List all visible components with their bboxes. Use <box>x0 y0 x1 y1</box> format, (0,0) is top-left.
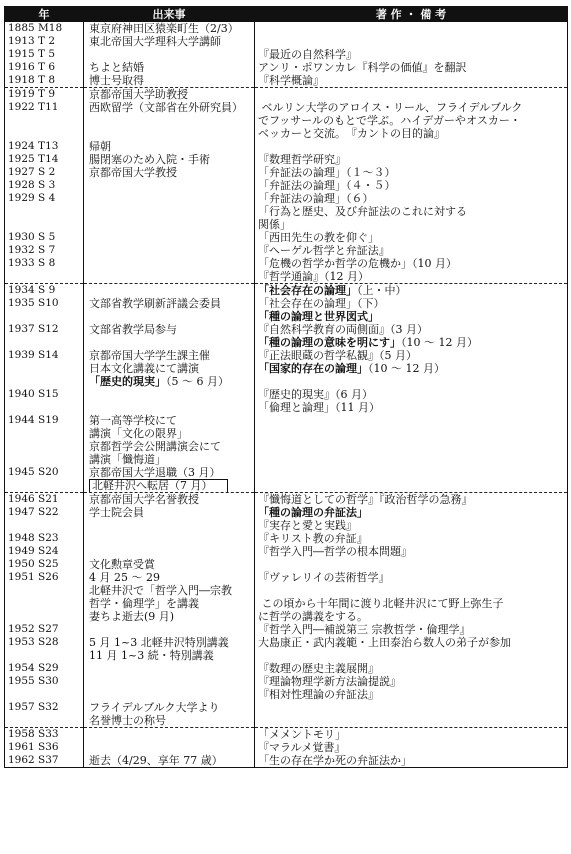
note-line: 「社会存在の論理」（下） <box>258 297 385 310</box>
note-cell <box>255 506 568 532</box>
table-row <box>5 728 568 742</box>
table-row <box>5 101 568 140</box>
table-row <box>5 22 568 36</box>
note-cell <box>255 101 568 140</box>
event-line: 文部省教学局参与 <box>89 323 177 336</box>
table-row <box>5 571 568 623</box>
note-line: でフッサールのもとで学ぶ。ハイデガーやオスカー・ <box>258 114 521 127</box>
year-cell: 1940 S15 <box>5 388 84 414</box>
note-cell <box>255 284 568 298</box>
note-cell <box>255 257 568 284</box>
event-cell <box>84 675 255 701</box>
event-line: 哲学・倫理学」を講義 <box>89 597 199 610</box>
event-cell <box>84 48 255 61</box>
note-cell <box>255 728 568 742</box>
event-line: 11 月 1~3 続・特別講義 <box>89 649 214 662</box>
year-cell: 1958 S33 <box>5 728 84 742</box>
event-line: 講演「懺悔道」 <box>89 453 166 466</box>
note-line: 大島康正・武内義範・上田泰治ら数人の弟子が参加 <box>258 636 511 649</box>
event-line: 「歴史的現実」（5 〜 6 月） <box>89 375 229 388</box>
table-row <box>5 231 568 244</box>
table-row <box>5 179 568 192</box>
event-cell <box>84 493 255 507</box>
event-cell <box>84 231 255 244</box>
note-cell <box>255 153 568 166</box>
year-cell: 1962 S37 <box>5 754 84 768</box>
header-event: 出来事 <box>84 7 255 22</box>
event-cell <box>84 153 255 166</box>
note-cell <box>255 532 568 545</box>
note-cell <box>255 349 568 388</box>
table-row <box>5 532 568 545</box>
table-row <box>5 35 568 48</box>
note-line: 「種の論理と世界図式」 <box>258 310 379 323</box>
note-line: 「行為と歴史、及び弁証法のこれに対する <box>258 205 467 218</box>
note-cell <box>255 166 568 179</box>
note-line: 『哲学入門―哲学の根本問題』 <box>258 545 412 558</box>
note-cell <box>255 636 568 662</box>
table-row <box>5 61 568 74</box>
event-cell <box>84 558 255 571</box>
note-line: 「弁証法の論理」（４・５） <box>258 179 396 192</box>
note-line: 『相対性理論の弁証法』 <box>258 688 379 701</box>
event-cell <box>84 349 255 388</box>
table-row <box>5 74 568 88</box>
event-cell <box>84 244 255 257</box>
event-line: 京都帝国大学学生課主催 <box>89 349 210 362</box>
year-cell: 1951 S26 <box>5 571 84 623</box>
event-cell <box>84 35 255 48</box>
year-cell: 1934 S 9 <box>5 284 84 298</box>
note-cell <box>255 388 568 414</box>
table-row <box>5 636 568 662</box>
note-line: 「弁証法の論理」（６） <box>258 192 374 205</box>
year-cell: 1937 S12 <box>5 323 84 349</box>
note-cell <box>255 22 568 36</box>
table-header <box>5 7 568 22</box>
event-line: 逝去（4/29、享年 77 歳） <box>89 754 223 767</box>
note-cell <box>255 244 568 257</box>
table-row <box>5 257 568 284</box>
note-cell <box>255 192 568 231</box>
year-cell: 1935 S10 <box>5 297 84 323</box>
year-cell: 1925 T14 <box>5 153 84 166</box>
note-line: この頃から十年間に渡り北軽井沢にて野上弥生子 <box>258 597 504 610</box>
year-cell: 1945 S20 <box>5 466 84 493</box>
table-row <box>5 88 568 102</box>
event-line: 京都帝国大学教授 <box>89 166 177 179</box>
year-cell: 1955 S30 <box>5 675 84 701</box>
header-year: 年 <box>5 7 84 22</box>
note-cell <box>255 662 568 675</box>
note-cell <box>255 231 568 244</box>
table-row <box>5 323 568 349</box>
event-cell <box>84 22 255 36</box>
table-row <box>5 662 568 675</box>
note-line: 「生の存在学か死の弁証法か」 <box>258 754 412 767</box>
year-cell: 1939 S14 <box>5 349 84 388</box>
note-line <box>258 584 565 597</box>
table-row <box>5 192 568 231</box>
table-row <box>5 48 568 61</box>
year-cell: 1932 S 7 <box>5 244 84 257</box>
event-cell <box>84 192 255 231</box>
note-cell <box>255 414 568 466</box>
event-cell <box>84 466 255 493</box>
note-line: ベルリン大学のアロイス・リール、フライデルブルク <box>258 101 523 114</box>
event-cell <box>84 506 255 532</box>
note-line: 『正法眼蔵の哲学私観』（5 月） <box>258 349 417 362</box>
event-line: 帰朝 <box>89 140 111 153</box>
year-cell: 1918 T 8 <box>5 74 84 88</box>
note-line: 『マラルメ覚書』 <box>258 741 346 754</box>
event-cell <box>84 571 255 623</box>
event-line: 文化勲章受賞 <box>89 558 155 571</box>
note-cell <box>255 297 568 323</box>
year-cell: 1953 S28 <box>5 636 84 662</box>
event-cell <box>84 166 255 179</box>
event-cell <box>84 414 255 466</box>
year-cell: 1922 T11 <box>5 101 84 140</box>
event-cell <box>84 532 255 545</box>
table-row <box>5 701 568 728</box>
note-line: 「社会存在の論理」（上・中） <box>258 284 407 297</box>
event-cell <box>84 140 255 153</box>
event-line: 京都帝国大学名誉教授 <box>89 493 199 506</box>
year-cell: 1928 S 3 <box>5 179 84 192</box>
event-cell <box>84 545 255 558</box>
table-row <box>5 414 568 466</box>
year-cell: 1913 T 2 <box>5 35 84 48</box>
event-cell <box>84 662 255 675</box>
note-line: 『キリスト教の弁証』 <box>258 532 368 545</box>
note-line: 『自然科学教育の両側面』（3 月） <box>258 323 428 336</box>
note-line: 『実存と愛と実践』 <box>258 519 357 532</box>
event-cell <box>84 754 255 768</box>
event-line: ちよと結婚 <box>89 61 144 74</box>
header-note: 著 作 ・ 備 考 <box>255 7 568 22</box>
note-cell <box>255 741 568 754</box>
year-cell: 1885 M18 <box>5 22 84 36</box>
year-cell: 1952 S27 <box>5 623 84 636</box>
note-line: 『理論物理学新方法論提説』 <box>258 675 401 688</box>
note-line: に哲学の講義をする。 <box>258 610 368 623</box>
year-cell: 1919 T 9 <box>5 88 84 102</box>
event-cell <box>84 284 255 298</box>
year-cell: 1949 S24 <box>5 545 84 558</box>
table-row <box>5 140 568 153</box>
event-line <box>89 479 252 492</box>
boxed-event: 北軽井沢へ転居（7 月） <box>89 479 228 493</box>
event-cell <box>84 61 255 74</box>
table-row <box>5 754 568 768</box>
event-line: フライデルブルク大学より <box>89 701 220 714</box>
note-cell <box>255 545 568 558</box>
table-row <box>5 506 568 532</box>
event-line: 博士号取得 <box>89 74 144 87</box>
note-cell <box>255 35 568 48</box>
event-cell <box>84 179 255 192</box>
note-cell <box>255 623 568 636</box>
event-line: 京都帝国大学助教授 <box>89 88 188 101</box>
event-line: 北軽井沢で「哲学入門―宗教 <box>89 584 232 597</box>
event-line: 名誉博士の称号 <box>89 714 166 727</box>
event-cell <box>84 74 255 88</box>
note-line: ベッカーと交流。 『カントの目的論』 <box>258 127 445 140</box>
table-row <box>5 349 568 388</box>
note-line: 「弁証法の論理」（１〜３） <box>258 166 396 179</box>
note-cell <box>255 48 568 61</box>
note-cell <box>255 74 568 88</box>
note-line: 『懺悔道としての哲学』『政治哲学の急務』 <box>258 493 473 506</box>
note-line: 「メメントモリ」 <box>258 728 346 741</box>
event-cell <box>84 297 255 323</box>
year-cell: 1961 S36 <box>5 741 84 754</box>
year-cell: 1927 S 2 <box>5 166 84 179</box>
note-line: 『哲学入門―補説第三 宗教哲学・倫理学』 <box>258 623 471 636</box>
table-row <box>5 166 568 179</box>
note-cell <box>255 558 568 571</box>
note-line: 『科学概論』 <box>258 74 324 87</box>
event-cell <box>84 741 255 754</box>
event-line: 京都哲学会公開講演会にて <box>89 440 221 453</box>
table-row <box>5 545 568 558</box>
event-line: 東北帝国大学理科大学講師 <box>89 35 221 48</box>
year-cell: 1954 S29 <box>5 662 84 675</box>
note-line: 『数理の歴史主義展開』 <box>258 662 379 675</box>
event-line: 京都帝国大学退職（3 月） <box>89 466 221 479</box>
note-line: 「倫理と論理」（11 月） <box>258 401 380 414</box>
note-cell <box>255 493 568 507</box>
table-row <box>5 558 568 571</box>
year-cell: 1933 S 8 <box>5 257 84 284</box>
note-line: 「種の論理の弁証法」 <box>258 506 368 519</box>
event-cell <box>84 257 255 284</box>
year-cell: 1957 S32 <box>5 701 84 728</box>
event-line: 4 月 25 〜 29 <box>89 571 160 584</box>
note-cell <box>255 675 568 701</box>
note-line: 「西田先生の教を仰ぐ」 <box>258 231 379 244</box>
event-cell <box>84 88 255 102</box>
table-row <box>5 493 568 507</box>
event-cell <box>84 101 255 140</box>
note-line: 「国家的存在の論理」（10 〜 12 月） <box>258 362 445 375</box>
note-line: 『歴史的現実』（6 月） <box>258 388 373 401</box>
year-cell: 1946 S21 <box>5 493 84 507</box>
table-row <box>5 623 568 636</box>
table-row <box>5 466 568 493</box>
note-line: アンリ・ポワンカレ『科学の価値』を翻訳 <box>258 61 467 74</box>
note-line: 「種の論理の意味を明にす」（10 〜 12 月） <box>258 336 478 349</box>
note-line: 『最近の自然科学』 <box>258 48 357 61</box>
note-line: 『ヘーゲル哲学と弁証法』 <box>258 244 390 257</box>
event-line: 5 月 1~3 北軽井沢特別講義 <box>89 636 229 649</box>
event-line: 妻ちよ逝去(9 月) <box>89 610 175 623</box>
event-line: 日本文化講義にて講演 <box>89 362 199 375</box>
table-row <box>5 675 568 701</box>
note-line: 『数理哲学研究』 <box>258 153 346 166</box>
event-line: 腸閉塞のため入院・手術 <box>89 153 210 166</box>
event-line: 学士院会員 <box>89 506 144 519</box>
year-cell: 1948 S23 <box>5 532 84 545</box>
event-line: 第一高等学校にて <box>89 414 177 427</box>
table-row <box>5 297 568 323</box>
note-cell <box>255 571 568 623</box>
event-cell <box>84 623 255 636</box>
note-cell <box>255 61 568 74</box>
event-line: 西欧留学（文部省在外研究員） <box>89 101 243 114</box>
note-line: 関係」 <box>258 218 291 231</box>
year-cell: 1944 S19 <box>5 414 84 466</box>
table-row <box>5 741 568 754</box>
note-cell <box>255 466 568 493</box>
year-cell: 1915 T 5 <box>5 48 84 61</box>
note-cell <box>255 754 568 768</box>
event-line: 講演「文化の限界」 <box>89 427 188 440</box>
note-cell <box>255 179 568 192</box>
event-cell <box>84 728 255 742</box>
event-cell <box>84 388 255 414</box>
year-cell: 1916 T 6 <box>5 61 84 74</box>
year-cell: 1930 S 5 <box>5 231 84 244</box>
note-line: 『哲学通論』（12 月） <box>258 270 369 283</box>
note-cell <box>255 88 568 102</box>
note-cell <box>255 323 568 349</box>
event-cell <box>84 323 255 349</box>
table-row <box>5 388 568 414</box>
note-cell <box>255 140 568 153</box>
table-row <box>5 153 568 166</box>
note-cell <box>255 701 568 728</box>
note-line: 『ヴァレリイの芸術哲学』 <box>258 571 390 584</box>
year-cell: 1950 S25 <box>5 558 84 571</box>
year-cell: 1947 S22 <box>5 506 84 532</box>
year-cell: 1929 S 4 <box>5 192 84 231</box>
note-line: 「危機の哲学か哲学の危機か」（10 月） <box>258 257 457 270</box>
table-body <box>5 22 568 768</box>
event-cell <box>84 636 255 662</box>
event-line: 文部省教学刷新評議会委員 <box>89 297 221 310</box>
event-line: 東京府神田区猿楽町生（2/3） <box>89 22 239 35</box>
year-cell: 1924 T13 <box>5 140 84 153</box>
table-row <box>5 284 568 298</box>
chronology-table <box>4 6 568 768</box>
event-cell <box>84 701 255 728</box>
table-row <box>5 244 568 257</box>
